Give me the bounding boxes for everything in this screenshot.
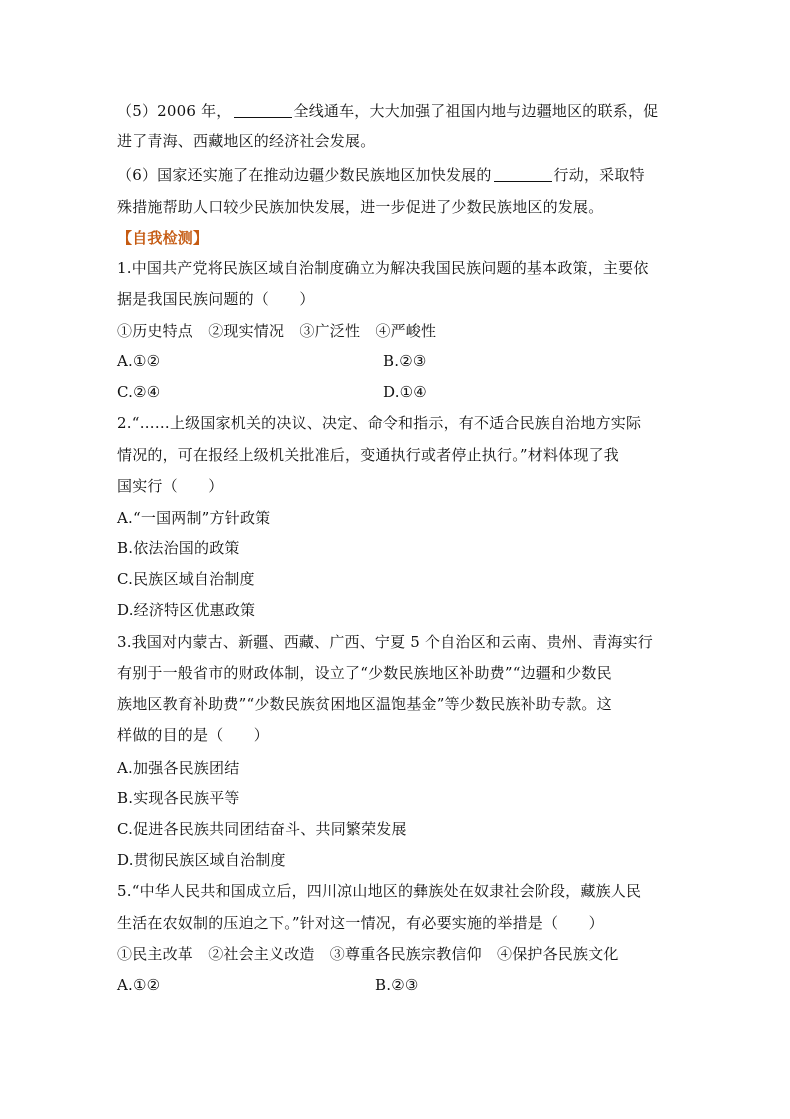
q1-stem-line-2: 据是我国民族问题的（ ） — [117, 290, 315, 308]
q3-stem-line-4: 样做的目的是（ ） — [117, 726, 270, 744]
fill-blank[interactable] — [494, 165, 552, 182]
q1-option-row-1 — [117, 350, 677, 372]
q5-option-a[interactable]: A.①② — [117, 976, 161, 994]
item-6-line-2: 殊措施帮助人口较少民族加快发展，进一步促进了少数民族地区的发展。 — [117, 198, 604, 216]
q3-stem-line-1: 3.我国对内蒙古、新疆、西藏、广西、宁夏 5 个自治区和云南、贵州、青海实行 — [117, 633, 653, 651]
q1-option-d[interactable]: D.①④ — [383, 383, 427, 401]
q3-stem-line-2: 有别于一般省市的财政体制，设立了“少数民族地区补助费”“边疆和少数民 — [117, 664, 612, 682]
fill-blank[interactable] — [234, 101, 292, 118]
q2-option-b[interactable]: B.依法治国的政策 — [117, 539, 240, 557]
q2-stem-line-3: 国实行（ ） — [117, 477, 224, 495]
q2-stem-line-1: 2.“……上级国家机关的决议、决定、命令和指示，有不适合民族自治地方实际 — [117, 414, 642, 432]
q2-option-c[interactable]: C.民族区域自治制度 — [117, 570, 255, 588]
q1-option-b[interactable]: B.②③ — [383, 352, 427, 370]
q3-option-a[interactable]: A.加强各民族团结 — [117, 759, 240, 777]
item-6-line-1: （6）国家还实施了在推动边疆少数民族地区加快发展的 行动，采取特 — [117, 166, 645, 184]
item-5-line-1: （5）2006 年， 全线通车，大大加强了祖国内地与边疆地区的联系，促 — [117, 102, 659, 120]
q1-option-c[interactable]: C.②④ — [117, 383, 161, 401]
q2-option-a[interactable]: A.“一国两制”方针政策 — [117, 509, 271, 527]
q5-statements: ①民主改革 ②社会主义改造 ③尊重各民族宗教信仰 ④保护各民族文化 — [117, 945, 619, 963]
q1-statements: ①历史特点 ②现实情况 ③广泛性 ④严峻性 — [117, 322, 437, 340]
q2-option-d[interactable]: D.经济特区优惠政策 — [117, 601, 256, 619]
q5-option-row-1 — [117, 974, 677, 996]
item-5-line-2: 进了青海、西藏地区的经济社会发展。 — [117, 132, 376, 150]
q1-stem-line-1: 1.中国共产党将民族区域自治制度确立为解决我国民族问题的基本政策，主要依 — [117, 259, 649, 277]
q3-option-d[interactable]: D.贯彻民族区域自治制度 — [117, 851, 286, 869]
section-title: 【自我检测】 — [117, 229, 209, 247]
q1-option-row-2 — [117, 381, 677, 403]
q2-stem-line-2: 情况的，可在报经上级机关批准后，变通执行或者停止执行。”材料体现了我 — [117, 446, 619, 464]
q1-option-a[interactable]: A.①② — [117, 352, 161, 370]
q3-stem-line-3: 族地区教育补助费”“少数民族贫困地区温饱基金”等少数民族补助专款。这 — [117, 695, 612, 713]
q5-stem-line-1: 5.“中华人民共和国成立后，四川凉山地区的彝族处在奴隶社会阶段，藏族人民 — [117, 882, 642, 900]
q5-stem-line-2: 生活在农奴制的压迫之下。”针对这一情况，有必要实施的举措是（ ） — [117, 914, 604, 932]
q3-option-b[interactable]: B.实现各民族平等 — [117, 789, 240, 807]
q5-option-b[interactable]: B.②③ — [375, 976, 419, 994]
q3-option-c[interactable]: C.促进各民族共同团结奋斗、共同繁荣发展 — [117, 820, 407, 838]
